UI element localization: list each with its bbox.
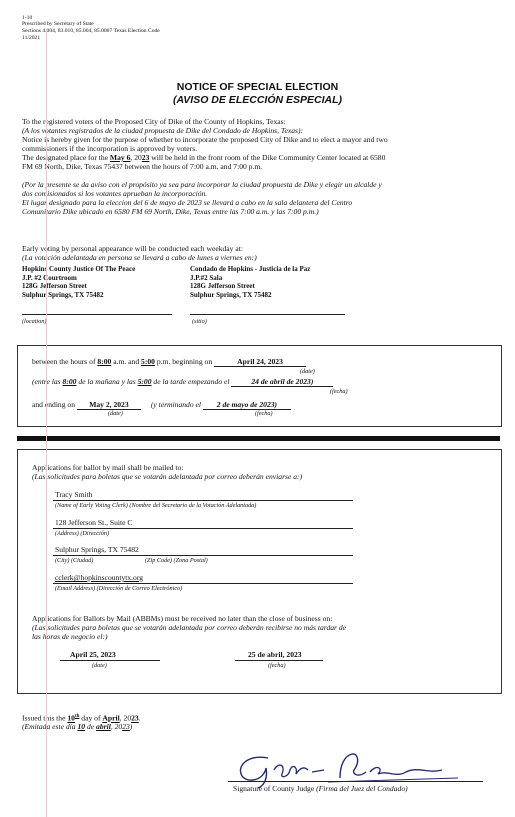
location-en xyxy=(22,265,135,299)
early-voting-es: (La votación adelantada en persona se llevará a cabo de lunes a viernes en:) xyxy=(22,253,257,262)
hours-es-pre: (entre las xyxy=(32,377,63,386)
start-time: 8:00 xyxy=(97,357,112,366)
ending-on: and ending on xyxy=(32,400,77,409)
hours-es-mid: de la mañana y las xyxy=(76,377,138,386)
page-title-es: (AVISO DE ELECCIÓN ESPECIAL) xyxy=(173,94,342,106)
form-date: 11/2021 xyxy=(22,35,41,41)
signature-label-es: (Firma del Juez del Condado) xyxy=(316,784,408,793)
issued-end: , 20 xyxy=(119,713,132,723)
margin-line xyxy=(46,30,47,817)
issued-day: 10 xyxy=(67,713,75,723)
deadline-fecha-label: (fecha) xyxy=(268,662,286,669)
apps-es: (Las solicitudes para boletas que se votarán adelantada por correo deberán enviarse a:) xyxy=(32,472,303,481)
form-number: 1-10 xyxy=(22,15,33,21)
location-es-line: Condado de Hopkins - Justicia de la Paz xyxy=(190,265,311,273)
end-fecha-label: (fecha) xyxy=(255,410,273,417)
city-label: (City) (Ciudad) xyxy=(55,557,94,564)
es-end-time: 5:00 xyxy=(137,377,152,386)
location-en-line: Hopkins County Justice Of The Peace xyxy=(22,265,136,273)
date-label: (date) xyxy=(300,368,315,375)
place-line-1 xyxy=(22,153,385,162)
terminando: (y terminando el xyxy=(150,400,203,409)
issued-es-close: ) xyxy=(129,722,133,731)
hours-en xyxy=(32,357,306,367)
issued-es-day: 10 xyxy=(77,722,86,731)
abbm-es-1: (Las solicitudes para boletas que se votarán adelantada por correo deberán recibirse no más tardar de xyxy=(32,623,347,632)
es-line-3: El lugar designado para la eleccion del 6 de mayo de 2023 se llevará a cabo en la sala delantera del Centro xyxy=(22,198,353,207)
abbm-deadline-es: 25 de abril, 2023 xyxy=(248,650,302,659)
notice-line-2: commissioners if the incorporation is approved by voters. xyxy=(22,144,198,153)
hours-am: a.m. and xyxy=(111,357,142,366)
location-es-line: Sulphur Springs, TX 75482 xyxy=(190,290,272,299)
section-divider xyxy=(17,436,500,441)
hours-between: between the hours of xyxy=(32,357,98,366)
zip-label: (Zip Code) (Zona Postal) xyxy=(145,557,208,564)
address-label: (Address) (Dirección) xyxy=(55,530,110,537)
hours-pm: p.m. beginning on xyxy=(154,357,215,366)
location-en-line: J.P. #2 Courtroom xyxy=(22,273,77,282)
intro-to-es: (A los votantes registrados de la ciudad propuesta de Dike del Condado de Hopkins, Texas): xyxy=(22,126,304,135)
issued-mid: day of xyxy=(79,713,103,723)
location-en-line: 128G Jefferson Street xyxy=(22,282,87,290)
begin-date: April 24, 2023 xyxy=(214,357,306,367)
issued-es xyxy=(22,722,132,731)
election-year: 23 xyxy=(141,153,150,162)
clerk-name: Tracy Smith xyxy=(55,490,93,499)
page-title: NOTICE OF SPECIAL ELECTION xyxy=(176,81,339,93)
location-en-line: Sulphur Springs, TX 75482 xyxy=(22,290,104,299)
issued-en: Issued this the 10th day of April, 2023. xyxy=(22,713,141,723)
hours-es-mid2: de la tarde empezando el xyxy=(151,377,232,386)
location-es-line: J.P.#2 Sala xyxy=(190,273,223,282)
clerk-name-label: (Name of Early Voting Clerk) (Nombre del Secretario de la Votación Adelantada) xyxy=(55,502,257,509)
abbm-deadline-en: April 25, 2023 xyxy=(70,650,116,659)
clerk-email[interactable]: cclerk@hopkinscountytx.org xyxy=(55,573,144,582)
es-begin-date: 24 de abril de 2023) xyxy=(231,377,333,387)
clerk-address: 128 Jefferson St., Suite C xyxy=(55,518,133,527)
es-end-date: 2 de mayo de 2023) xyxy=(203,400,291,410)
issued-year: 23 xyxy=(131,713,139,723)
end-date: May 2, 2023 xyxy=(77,400,141,410)
intro-to-en: To the registered voters of the Proposed City of Dike of the County of Hopkins, Texas: xyxy=(22,117,286,126)
issued-es-year: 23 xyxy=(122,722,130,731)
place-pre: The designated place for the xyxy=(22,153,110,162)
abbm-en: Applications for Ballots by Mail (ABBMs) must be received no later than the close of business on: xyxy=(32,614,333,623)
issued-es-end: , 20 xyxy=(110,722,123,731)
fecha-label: (fecha) xyxy=(330,388,348,395)
signature-label-en: Signature of County Judge xyxy=(233,784,317,793)
place-comma: , 20 xyxy=(130,153,142,162)
email-label: (Email Address) (Dirección de Correo Electrónico) xyxy=(55,585,183,592)
end-date-label: (date) xyxy=(108,410,123,417)
es-line-4: Comunitario Dike ubicado en 6580 FM 69 North, Dike, Texas entre las 7:00 a.m. y las 7:00 p.m.) xyxy=(22,207,319,216)
early-voting-en: Early voting by personal appearance will be conducted each weekday at: xyxy=(22,244,243,253)
ending-line xyxy=(32,400,291,410)
notice-line-1: Notice is hereby given for the purpose of whether to incorporate the proposed City of Dike and to elect a mayor and two xyxy=(22,135,388,144)
es-start-time: 8:00 xyxy=(62,377,77,386)
deadline-date-label: (date) xyxy=(92,662,107,669)
es-line-2: dos comisionados si los votantes aprueban la incorporación. xyxy=(22,189,208,198)
issued-es-mid: de xyxy=(85,722,97,731)
abbm-es-2: las horas de negocio el:) xyxy=(32,632,108,641)
prescribed-by: Prescribed by Secretary of State xyxy=(22,21,94,27)
sitio-label: (sitio) xyxy=(192,318,207,325)
issued-es-pre: (Emitada este día xyxy=(22,722,78,731)
location-es-line: 128G Jefferson Street xyxy=(190,282,255,290)
location-label: (location) xyxy=(22,318,47,325)
issued-sup: th xyxy=(74,714,80,719)
election-date: May 6 xyxy=(109,153,131,162)
code-sections: Sections 4.004, 83.010, 85.004, 85.0007 Texas Election Code xyxy=(22,28,160,34)
location-es xyxy=(190,265,310,299)
end-time: 5:00 xyxy=(141,357,155,366)
signature-label xyxy=(233,784,408,793)
issued-es-month: abril xyxy=(96,722,111,731)
issued-pre: Issued this the xyxy=(22,713,68,723)
place-post: will be held in the front room of the Dike Community Center located at 6580 xyxy=(149,153,386,162)
issued-month: April xyxy=(102,713,120,723)
apps-en: Applications for ballot by mail shall be mailed to: xyxy=(32,463,184,472)
place-line-2: FM 69 North, Dike, Texas 75437 between the hours of 7:00 a.m. and 7:00 p.m. xyxy=(22,162,263,171)
hours-es xyxy=(32,377,333,387)
es-line-1: (Por la presente se da aviso con el propósito ya sea para incorporar la ciudad propuesta de Dike y elegir un alcalde y xyxy=(22,180,382,189)
clerk-city: Sulphur Springs, TX 75482 xyxy=(55,545,139,554)
